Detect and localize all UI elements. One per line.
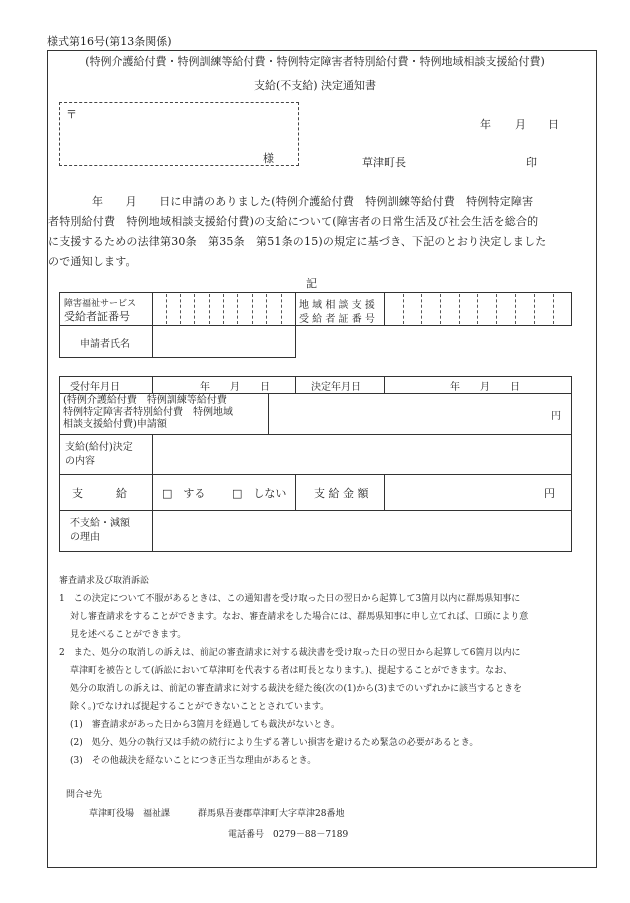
appeal-item1: (1) 審査請求があった日から3箇月を経過しても裁決がないとき。: [70, 720, 341, 730]
yen-request: 円: [551, 411, 561, 422]
title-line1: (特例介護給付費・特例訓練等給付費・特例特定障害者特別給付費・特例地域相談支援給付費): [85, 55, 545, 68]
received-date-ymd: 年 月 日: [200, 382, 270, 393]
date-month: 月: [515, 118, 526, 131]
label-payment-amount: 支 給 金 額: [314, 487, 369, 500]
applicant-name-field[interactable]: [153, 326, 295, 357]
contact-heading: 問合せ先: [66, 790, 103, 800]
yen-payment: 円: [544, 487, 555, 500]
issuer-name: 草津町長: [362, 156, 406, 169]
contact-phone: 電話番号 0279－88－7189: [228, 830, 349, 840]
label-service-cert-2: 受給者証番号: [64, 310, 130, 323]
date-year: 年: [480, 118, 491, 131]
appeal-line6: 処分の取消しの訴えは、前記の審査請求に対する裁決を経た後(次の(1)から(3)までのいずれかに該当するときを: [70, 684, 523, 694]
title-line2: 支給(不支給) 決定通知書: [253, 79, 377, 92]
date-day: 日: [548, 118, 559, 131]
honorific-sama: 様: [263, 152, 274, 165]
checkbox-pay-yes[interactable]: □ する: [162, 487, 206, 500]
appeal-line1: 1 この決定について不服があるときは、この通知書を受け取った日の翌日から起算して3箇月以内に群馬県知事に: [59, 594, 521, 604]
body-line1: 年 月 日に申請のありました(特例介護給付費 特例訓練等給付費 特例特定障害: [92, 195, 534, 208]
ki-heading: 記: [306, 277, 317, 290]
body-line3: に支援するための法律第30条 第35条 第51条の15)の規定に基づき、下記のとおり決定しました: [48, 235, 547, 248]
appeal-item2: (2) 処分、処分の執行又は手続の続行により生ずる著しい損害を避けるため緊急の必要があるとき。: [70, 738, 479, 748]
body-line4: ので通知します。: [48, 255, 137, 268]
label-applicant-name: 申請者氏名: [80, 339, 130, 350]
contact-office: 草津町役場 福祉課: [89, 809, 171, 819]
appeal-line7: 除く。)でなければ提起することができないこととされています。: [70, 702, 330, 712]
label-regional-cert-2: 受 給 者 証 番 号: [299, 314, 375, 325]
appeal-line2: 対し審査請求をすることができます。なお、審査請求をした場合には、群馬県知事に申し立てれば、口頭により意: [70, 612, 529, 622]
label-decision-date: 決定年月日: [311, 382, 361, 393]
label-service-cert-1: 障害福祉サービス: [64, 299, 137, 309]
issuer-seal: 印: [526, 156, 537, 169]
appeal-line5: 草津町を被告として(訴訟において草津町を代表する者は町長となります。)、提起することができます。なお、: [70, 666, 513, 676]
label-reason: 不支給・減額 の理由: [70, 518, 130, 543]
appeal-line4: 2 また、処分の取消しの訴えは、前記の審査請求に対する裁決書を受け取った日の翌日から起算して6箇月以内に: [59, 648, 521, 658]
contact-address: 群馬県吾妻郡草津町大字草津28番地: [198, 809, 345, 819]
label-decision-content: 支給(給付)決定 の内容: [65, 442, 133, 467]
checkbox-pay-no[interactable]: □ しない: [232, 487, 287, 500]
postal-mark: 〒: [66, 108, 77, 121]
appeal-heading: 審査請求及び取消訴訟: [59, 576, 150, 586]
appeal-line3: 見を述べることができます。: [70, 630, 187, 640]
decision-date-ymd: 年 月 日: [450, 382, 520, 393]
label-payment: 支 給: [72, 487, 127, 500]
label-received-date: 受付年月日: [70, 382, 120, 393]
label-request-amount: (特例介護給付費 特例訓練等給付費 特例特定障害者特別給付費 特例地域 相談支援給付費)申請額: [63, 395, 233, 430]
body-line2: 者特別給付費 特例地域相談支援給付費)の支給について(障害者の日常生活及び社会生活を総合的: [48, 215, 539, 228]
appeal-item3: (3) その他裁決を経ないことにつき正当な理由があるとき。: [70, 756, 317, 766]
label-regional-cert-1: 地 域 相 談 支 援: [299, 300, 375, 311]
form-number: 様式第16号(第13条関係): [47, 35, 172, 48]
